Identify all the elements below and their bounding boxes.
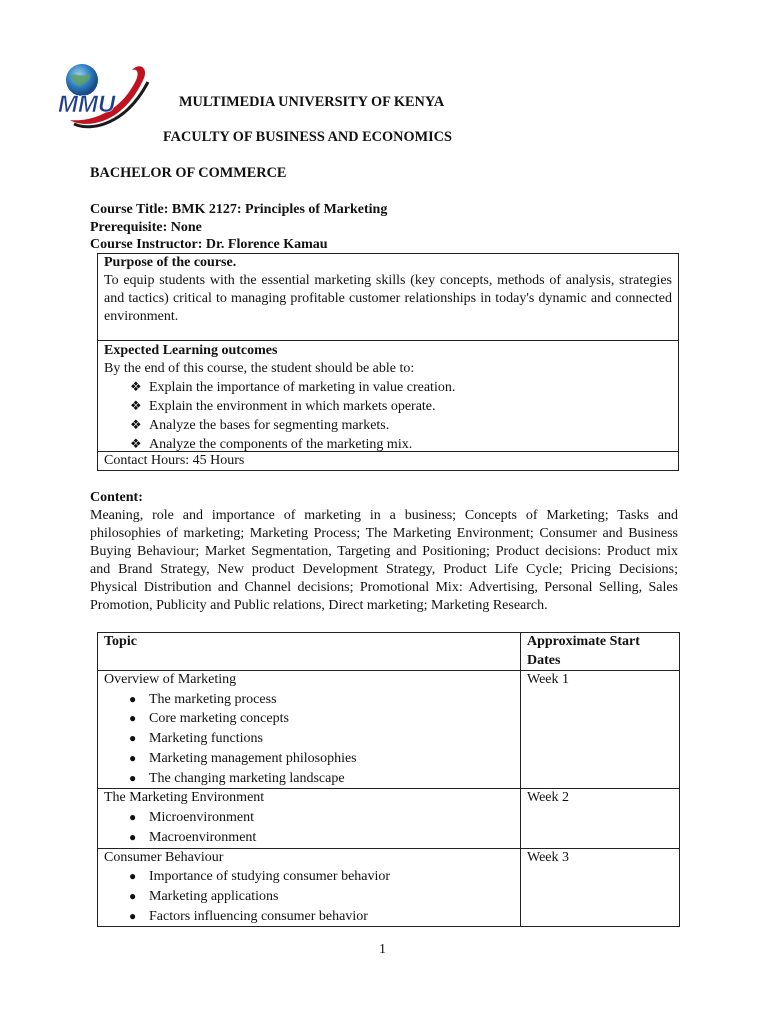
bullet-icon: ● [129,829,137,844]
list-item: ❖ Analyze the bases for segmenting markets. [130,417,390,433]
faculty-name: FACULTY OF BUSINESS AND ECONOMICS [163,129,452,145]
page-number: 1 [379,942,386,957]
learning-outcomes-section [97,340,679,452]
list-item: ● The marketing process [129,691,277,707]
table-header-row [98,633,680,671]
content-text: Meaning, role and importance of marketing in a business; Concepts of Marketing; Tasks and philosophies of marketing; Marketing Process; The Marketing Environment; Consumer and Business Buying Behaviour; Market Segmentation, Targeting and Positioning; Product decisions: Product mix and Brand Strategy, New product Development Strategy, Product Life Cycle; Pricing Decisions; Physical Distribution and Channel decisions; Promotional Mix: Advertising, Personal Selling, Sales Promotion, Publicity and Public relations, Direct marketing; Marketing Research. [90,508,678,613]
contact-hours: Contact Hours: 45 Hours [104,453,245,468]
topic-title: Consumer Behaviour [104,849,224,865]
table-row [98,671,680,789]
subtopic-list [104,690,514,789]
content-heading: Content: [90,490,143,505]
diamond-bullet-icon: ❖ [130,379,142,394]
course-instructor: Course Instructor: Dr. Florence Kamau [90,237,328,252]
list-item: ● Importance of studying consumer behavior [129,869,391,885]
list-item: ● Marketing applications [129,888,279,904]
subtopic-list [104,808,514,848]
bullet-icon: ● [129,750,137,765]
program-name: BACHELOR OF COMMERCE [90,165,287,181]
bullet-icon: ● [129,691,137,706]
university-logo [52,58,156,138]
table-row [98,848,680,927]
topics-table [97,632,680,927]
list-item: ● Microenvironment [129,809,254,825]
list-item: ● Factors influencing consumer behavior [129,908,368,924]
start-week: Week 1 [521,671,680,789]
list-item: ● Marketing functions [129,731,263,747]
outcomes-intro: By the end of this course, the student should be able to: [104,361,415,376]
university-name: MULTIMEDIA UNIVERSITY OF KENYA [179,94,445,110]
outcomes-list [104,378,672,454]
mmu-logo-graphic [52,58,156,138]
subtopic-list [104,867,514,926]
logo-text: MMU [58,91,116,118]
start-week: Week 2 [521,789,680,848]
bullet-icon: ● [129,908,137,923]
bullet-icon: ● [129,770,137,785]
diamond-bullet-icon: ❖ [130,398,142,413]
list-item: ● The changing marketing landscape [129,770,345,786]
bullet-icon: ● [129,869,137,884]
bullet-icon: ● [129,711,137,726]
list-item: ❖ Analyze the components of the marketing mix. [130,436,413,452]
topic-title: Overview of Marketing [104,672,237,687]
topic-title: The Marketing Environment [104,790,265,806]
outcomes-heading: Expected Learning outcomes [104,343,278,358]
dates-column-header: Approximate Start Dates [521,633,680,671]
list-item: ❖ Explain the importance of marketing in value creation. [130,379,456,395]
table-row [98,789,680,848]
list-item: ❖ Explain the environment in which markets operate. [130,398,436,414]
purpose-text: To equip students with the essential marketing skills (key concepts, methods of analysis, strategies and tactics) critical to managing profitable customer relationships in today's dynamic and connected environment. [104,273,672,324]
bullet-icon: ● [129,731,137,746]
list-item: ● Macroenvironment [129,829,257,845]
contact-hours-section [97,451,679,471]
bullet-icon: ● [129,888,137,903]
diamond-bullet-icon: ❖ [130,436,142,451]
purpose-section [97,253,679,341]
start-week: Week 3 [521,848,680,927]
diamond-bullet-icon: ❖ [130,417,142,432]
course-title: Course Title: BMK 2127: Principles of Marketing [90,202,388,217]
list-item: ● Marketing management philosophies [129,750,357,766]
course-prerequisite: Prerequisite: None [90,220,202,235]
purpose-heading: Purpose of the course. [104,255,237,270]
topic-column-header: Topic [98,633,521,671]
list-item: ● Core marketing concepts [129,711,289,727]
bullet-icon: ● [129,809,137,824]
